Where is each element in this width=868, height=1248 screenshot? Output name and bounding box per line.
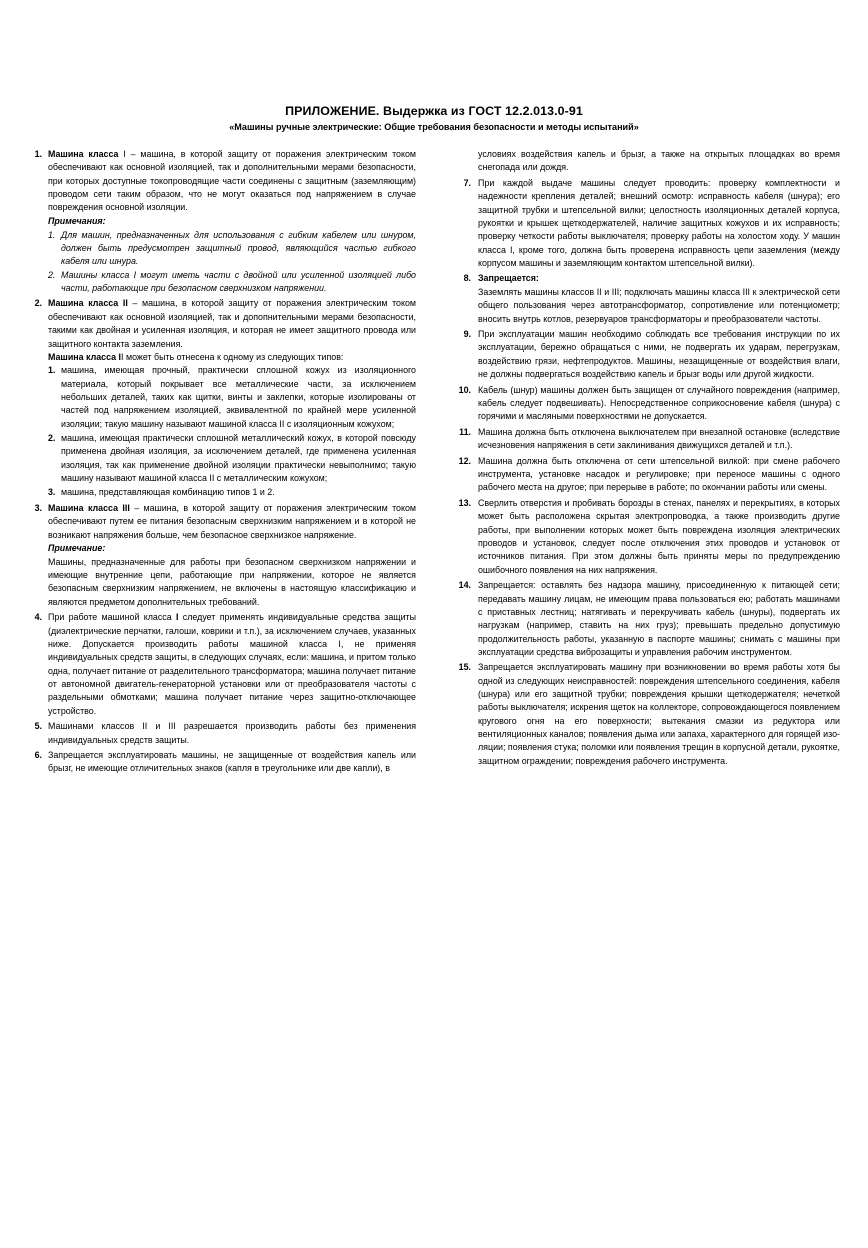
page-title: ПРИЛОЖЕНИЕ. Выдержка из ГОСТ 12.2.013.0-91 xyxy=(285,104,583,118)
numbered-item xyxy=(452,384,840,424)
note-heading: Примечания: xyxy=(48,216,106,227)
numbered-item xyxy=(28,749,416,776)
item-number: 2. xyxy=(34,298,42,309)
item-paragraph: При каждой выдаче машины следует проводить: проверку комплектности и надежности крепления деталей; внешний осмотр: исправность кабеля (шнура); его защитной трубки и штепсельной вилки; целостность изоляционных деталей корпуса, рукоятки и крышек щеткодержателей, наличие защитных кожухов и их исправность; проверку четкости работы выключателя; проверку работы на холостом ходу. У машин класса I, кроме того, должна быть проверена исправность цепи заземления (между корпусом машины и заземляющим контактом штепсельной вилки). xyxy=(478,177,840,268)
item-paragraph: Кабель (шнур) машины должен быть защищен от случайного повреждения (например, кабель следует подвешивать). Непосредственное соприкосновение кабеля (шнура) с горячими и масляными поверхностями не допускается. xyxy=(478,384,840,422)
note-item: 2. Машины класса I могут иметь части с двойной или усиленной изоляцией либо части, работающие при безопасном сверхнизком напряжении. xyxy=(48,269,416,293)
item-paragraph: Машина должна быть отключена от сети штепсельной вилкой: при смене рабочего инструмента, установке насадок и регулировке; при переносе машины с одного рабочего места на другое; при перерыве в работе; по окончании работы или смены. xyxy=(478,455,840,493)
item-paragraph: Заземлять машины классов II и III; подключать машины класса III к электрической сети общего пользования через автотрансформатор, сопротивление или потенциометр; вносить внутрь котлов, резервуаров трансформаторы и преобразователи частоты. xyxy=(478,286,840,324)
item-number: 7. xyxy=(463,177,471,188)
item-paragraph: Машина класса II – машина, в которой защиту от поражения электрическим током обеспечивают как основной изоляцией, так и допопнительными мерами безопасности, такими как двойная и усиленная изоляция, и которая не имеет защитного провода или защитного контакта заземления. xyxy=(48,298,416,349)
document-header xyxy=(0,104,868,134)
item-paragraph: Запрещается эксплуатировать машину при возникновении во время работы хотя бы одной из следующих неисправностей: повреждения штепсельного соединения, кабеля (шнура) или его защитной трубки; повреждения крышки щеткодержателя; нечеткой работы выключателя; искрения щеток на коллекторе, сопровождающегося появлением кругового огня на его поверхности; вытекания смазки из редуктора или вентиляционных каналов; появления дыма или запаха, характерного для горящей изоляции; появления стука; поломки или появления трещин в корпусной детали, рукоятке, защитном ограждении; повреждения рабочего инструмента. xyxy=(478,662,840,766)
sub-list-item: 2. машина, имеющая практически сплошной металлический кожух, в которой повсюду применена двойная изоляция, за исключением деталей, где применена усиленная изоляция, так как применение двойной изоляции практически невыполнимо; такую машину называют машиной класса II с металлическим кожухом; xyxy=(48,432,416,483)
numbered-item xyxy=(28,611,416,718)
item-paragraph: Машинами классов II и III разрешается производить работы без применения индивидуальных средств защиты. xyxy=(48,721,416,745)
numbered-item xyxy=(452,177,840,270)
sub-item-number: 1. xyxy=(48,365,56,376)
item-number: 11. xyxy=(459,426,471,437)
numbered-item xyxy=(452,497,840,577)
item-paragraph: Машина класса III – машина, в которой защиту от поражения электрическим током обеспечивают путем ее питания безопасным сверхнизким напряжением и в которой не возникают напряжения больше, чем безопасное сверхнизкое напряжение. xyxy=(48,502,416,540)
two-column-body xyxy=(28,148,840,778)
left-column xyxy=(28,148,416,778)
numbered-item xyxy=(452,328,840,381)
item-number: 1. xyxy=(34,149,42,159)
page-subtitle: «Машины ручные электрические: Общие требования безопасности и методы испытаний» xyxy=(229,122,639,132)
note-number: 1. xyxy=(48,229,56,240)
note-number: 2. xyxy=(48,269,56,280)
numbered-item xyxy=(452,661,840,768)
note-heading: Примечание: xyxy=(48,543,106,554)
numbered-item xyxy=(452,579,840,659)
item-number: 13. xyxy=(458,497,471,508)
item-number: 5. xyxy=(34,721,42,732)
sub-list-item: 1. машина, имеющая прочный, практически сплошной кожух из изоляционного материала, который покрывает все металлические части, за исключением небольших деталей, таких как щитки, винты и заклепки, которые изолированы от частей под напряжением изоляцией, эквивалентной по крайней мере усиленной изоляции; такую машину называют машиной класса II с изоляционным кожухом; xyxy=(48,365,416,429)
item-paragraph: Машина класса II может быть отнесена к одному из следующих типов: xyxy=(48,351,344,362)
item-paragraph: условиях воздействия капель и брызг, а также на открытых площадках во время снегопада или дождя. xyxy=(478,149,840,173)
numbered-item xyxy=(28,148,416,295)
item-paragraph: При работе машиной класса I следует применять индивидуальные средства защиты (диэлектрические перчатки, галоши, коврики и т.п.), за исключением случаев, указанных ниже. Допускается производить работы машиной класса I, не применяя индивидуальных средств защиты, в следующих случаях, если: машина, и притом только одна, получает питание от разделительного трансформатора; машина получает питание от автономной двигатель-генераторной установки или от преобразователя частоты с раздельными обмотками; машина получает питание через защитно-отключающее устройство. xyxy=(48,612,416,716)
numbered-item xyxy=(28,297,416,499)
item-paragraph: При эксплуатации машин необходимо соблюдать все требования инструкции по их эксплуатации, бережно обращаться с ними, не подвергать их ударам, перегрузкам, воздействию грязи, нефтепродуктов. Машины, незащищенные от воздействия влаги, не должны подвергаться воздействию капель и брызг воды или другой жидкости. xyxy=(478,329,840,380)
sub-list-item: 3. машина, представляющая комбинацию типов 1 и 2. xyxy=(48,486,416,499)
sub-item-number: 2. xyxy=(48,432,56,443)
item-paragraph: Запрещается эксплуатировать машины, не защищенные от воздействия капель или брызг, не имеющие отличительных знаков (капля в треугольнике или две капли), в xyxy=(48,750,416,774)
item-number: 4. xyxy=(34,612,42,623)
item-number: 15. xyxy=(458,662,471,673)
item-number: 9. xyxy=(463,329,471,340)
item-number: 14. xyxy=(458,580,471,591)
item-paragraph: Запрещается: оставлять без надзора машину, присоединенную к питающей сети; передавать машину лицам, не имеющим права пользоваться ею; работать машинами с приставных лестниц; натягивать и перекручивать кабель (шнуры), подвергать их нагрузкам (например, ставить на них груз); превышать предельно допустимую продолжительность работы, указанную в паспорте машины; снимать с машины при эксплуатации средства виброзащиты и управления рабочим инструментом. xyxy=(478,580,840,657)
item-number: 6. xyxy=(34,750,42,761)
item-paragraph: Машина должна быть отключена выключателем при внезапной остановке (вследствие исчезновения напряжения в сети заклинивания движущихся деталей и т.п.). xyxy=(478,426,840,451)
numbered-item xyxy=(28,502,416,609)
note-body: Машины, предназначенные для работы при безопасном сверхнизком напряжении и имеющие внутренние цепи, работающие при напряжении, которое не является безопасным сверхнизким напряжением, не включены в настоящую классификацию и являются предметом дополнительных требований. xyxy=(48,556,416,607)
numbered-item xyxy=(28,720,416,747)
item-number: 8. xyxy=(463,273,471,284)
item-paragraph: Машина класса I – машина, в которой защиту от поражения электрическим током обеспечивают как основной изоляцией, так и дополнительными мерами безопасности, при которых доступные токопроводящие части соединены с защитным (заземляющим) проводом сети таким образом, что не могут оказаться под напряжением в случае повреждения основной изоляции. xyxy=(48,149,417,213)
item-paragraph: Запрещается: xyxy=(478,273,539,284)
item-number: 12. xyxy=(458,455,471,466)
item-paragraph: Сверлить отверстия и пробивать борозды в стенах, панелях и перекрытиях, в которых может быть расположена скрытая электропроводка, а также производить другие работы, при выполнении которых может быть повреждена изоляция электрических проводов и установок, следует после отключения этих проводов и установок от источников питания. При этом должны быть приняты меры по предупреждению ошибочного появления на них напряжения. xyxy=(478,497,840,575)
item-number: 10. xyxy=(458,384,471,395)
item-number: 3. xyxy=(34,502,42,513)
numbered-item xyxy=(452,455,840,495)
sub-item-number: 3. xyxy=(48,487,56,498)
numbered-item xyxy=(452,426,840,453)
continued-paragraph xyxy=(452,148,840,175)
numbered-item xyxy=(452,272,840,325)
note-item: 1. Для машин, предназначенных для использования с гибким кабелем или шнуром, должен быть предусмотрен защитный провод, являющийся частью гибкого кабеля или шнура. xyxy=(48,229,416,267)
right-column xyxy=(452,148,840,778)
